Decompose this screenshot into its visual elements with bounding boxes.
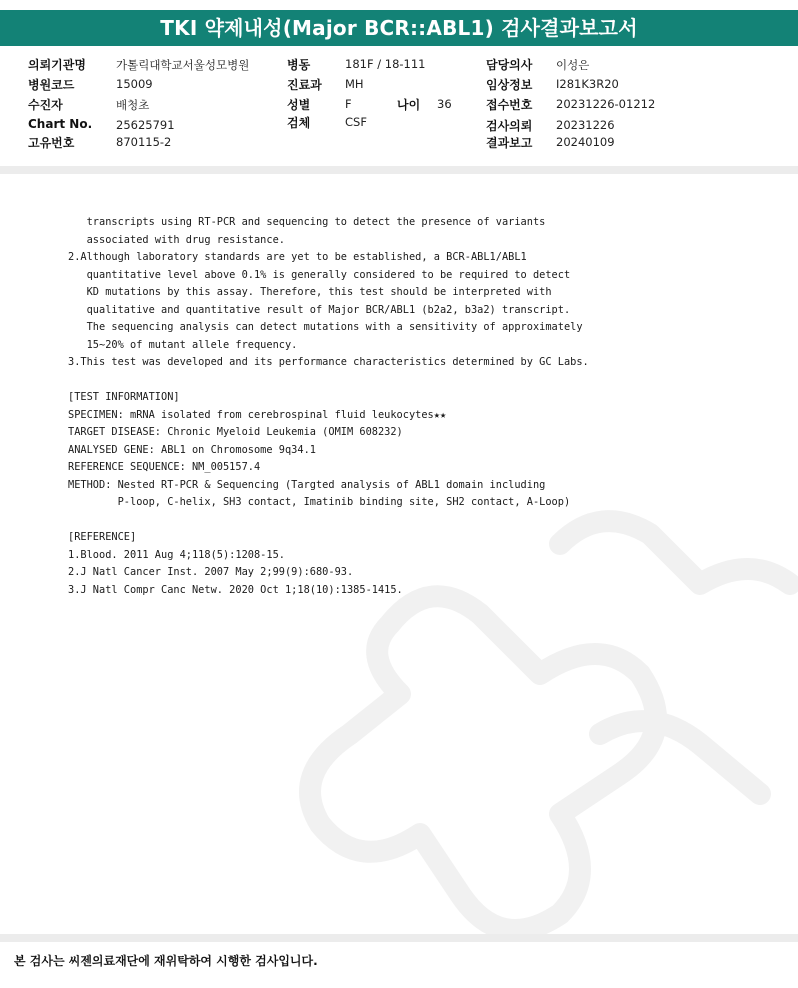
- value-request-date: 20231226: [556, 118, 615, 132]
- patient-info-header: [0, 46, 798, 166]
- report-line: 15~20% of mutant allele frequency.: [68, 338, 298, 351]
- label-specimen: 검체: [287, 116, 311, 130]
- value-hospital-code: 15009: [116, 77, 153, 91]
- label-request-date: 검사의뢰: [486, 119, 533, 133]
- report-line: 2.J Natl Cancer Inst. 2007 May 2;99(9):680-93.: [68, 566, 354, 578]
- label-report-date: 결과보고: [486, 136, 533, 150]
- report-line: METHOD: Nested RT-PCR & Sequencing (Targted analysis of ABL1 domain including: [68, 478, 546, 491]
- value-sex: F: [345, 97, 352, 111]
- report-line: transcripts using RT-PCR and sequencing to detect the presence of variants: [68, 216, 546, 228]
- label-department: 진료과: [287, 78, 322, 92]
- report-line: P-loop, C-helix, SH3 contact, Imatinib binding site, SH2 contact, A-Loop): [68, 496, 571, 508]
- report-title: TKI 약제내성(Major BCR::ABL1) 검사결과보고서: [0, 10, 798, 46]
- report-line: 3.J Natl Compr Canc Netw. 2020 Oct 1;18(10):1385-1415.: [68, 583, 403, 596]
- label-unique-id: 고유번호: [28, 136, 75, 150]
- label-clinical-info: 임상정보: [486, 78, 533, 92]
- value-age: 36: [437, 97, 452, 111]
- report-body: [0, 174, 798, 934]
- value-unique-id: 870115-2: [116, 135, 172, 149]
- value-requesting-institution: 가톨릭대학교서울성모병원: [116, 58, 250, 72]
- report-line: [REFERENCE]: [68, 531, 137, 543]
- label-chart-no: Chart No.: [28, 117, 93, 131]
- report-line: TARGET DISEASE: Chronic Myeloid Leukemia (OMIM 608232): [68, 426, 403, 438]
- report-line: [TEST INFORMATION]: [68, 391, 180, 403]
- label-accession-no: 접수번호: [486, 98, 533, 112]
- label-requesting-institution: 의뢰기관명: [28, 58, 86, 72]
- value-attending-physician: 이성은: [556, 58, 590, 72]
- header-separator: [0, 166, 798, 174]
- report-line: qualitative and quantitative result of Major BCR/ABL1 (b2a2, b3a2) transcript.: [68, 303, 571, 316]
- report-text-block: [68, 214, 589, 599]
- value-ward: 181F / 18-111: [345, 57, 426, 71]
- report-line: ANALYSED GENE: ABL1 on Chromosome 9q34.1: [68, 443, 316, 456]
- footer-note: 본 검사는 씨젠의료재단에 재위탁하여 시행한 검사입니다.: [14, 954, 318, 968]
- report-line: associated with drug resistance.: [68, 233, 285, 246]
- value-clinical-info: I281K3R20: [556, 77, 619, 91]
- report-line: 3.This test was developed and its performance characteristics determined by GC Labs.: [68, 356, 589, 368]
- footer-separator: [0, 934, 798, 942]
- label-age: 나이: [397, 98, 421, 112]
- report-line: 1.Blood. 2011 Aug 4;118(5):1208-15.: [68, 548, 285, 561]
- label-sex: 성별: [287, 98, 311, 112]
- report-line: REFERENCE SEQUENCE: NM_005157.4: [68, 461, 261, 473]
- label-patient-name: 수진자: [28, 98, 63, 112]
- label-ward: 병동: [287, 58, 311, 72]
- value-chart-no: 25625791: [116, 118, 175, 132]
- value-department: MH: [345, 77, 364, 91]
- report-line: quantitative level above 0.1% is generally considered to be required to detect: [68, 268, 571, 281]
- value-accession-no: 20231226-01212: [556, 97, 656, 111]
- value-report-date: 20240109: [556, 135, 615, 149]
- report-line: SPECIMEN: mRNA isolated from cerebrospinal fluid leukocytes★★: [68, 408, 447, 421]
- report-line: The sequencing analysis can detect mutations with a sensitivity of approximately: [68, 321, 583, 333]
- label-hospital-code: 병원코드: [28, 78, 75, 92]
- report-line: 2.Although laboratory standards are yet to be established, a BCR-ABL1/ABL1: [68, 251, 527, 263]
- value-specimen: CSF: [345, 115, 367, 129]
- value-patient-name: 배청초: [116, 98, 150, 112]
- report-line: KD mutations by this assay. Therefore, this test should be interpreted with: [68, 286, 552, 298]
- label-attending-physician: 담당의사: [486, 58, 533, 72]
